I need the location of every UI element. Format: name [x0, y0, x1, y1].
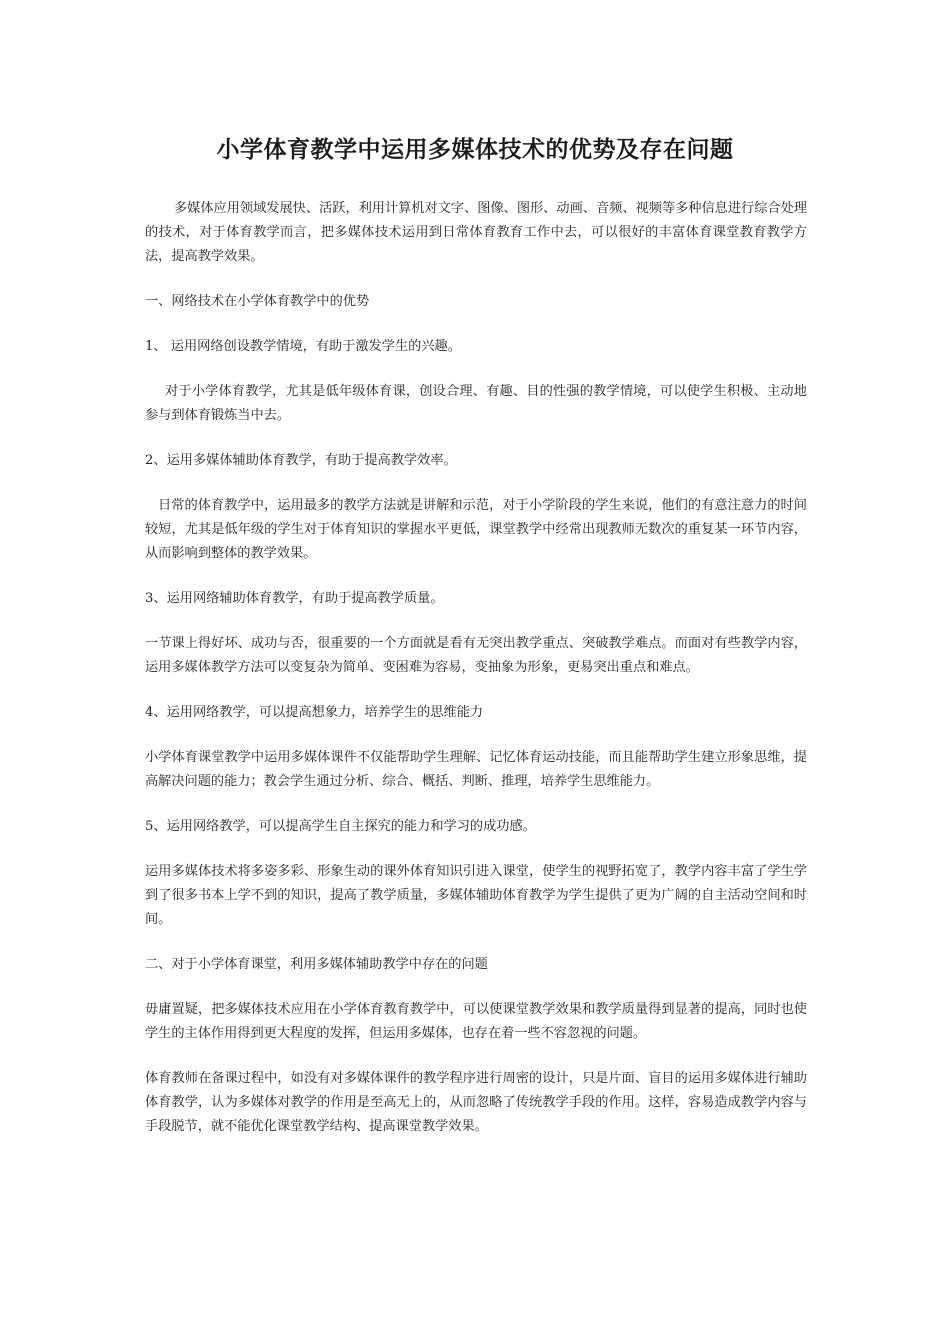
- point5-paragraph: 运用多媒体技术将多姿多彩、形象生动的课外体育知识引进入课堂，使学生的视野拓宽了，教学内容丰富了学生学到了很多书本上学不到的知识，提高了教学质量，多媒体辅助体育教学为学生提供了更为广阔的自主活动空间和时间。: [145, 864, 807, 927]
- point4-heading: 4、运用网络教学，可以提高想象力，培养学生的思维能力: [145, 705, 484, 720]
- point2-paragraph: 日常的体育教学中，运用最多的教学方法就是讲解和示范，对于小学阶段的学生来说，他们的有意注意力的时间较短，尤其是低年级的学生对于体育知识的掌握水平更低，课堂教学中经常出现教师无数次的重复某一环节内容，从而影响到整体的教学效果。: [145, 498, 807, 561]
- section1-heading: 一、网络技术在小学体育教学中的优势: [145, 294, 370, 309]
- point4-paragraph: 小学体育课堂教学中运用多媒体课件不仅能帮助学生理解、记忆体育运动技能，而且能帮助学生建立形象思维，提高解决问题的能力；教会学生通过分析、综合、概括、判断、推理，培养学生思维能力。: [145, 750, 807, 789]
- document-body: [145, 197, 807, 1160]
- section2-paragraph-1: 毋庸置疑，把多媒体技术应用在小学体育教育教学中，可以使课堂教学效果和教学质量得到显著的提高，同时也使学生的主体作用得到更大程度的发挥，但运用多媒体，也存在着一些不容忽视的问题。: [145, 1002, 807, 1041]
- intro-paragraph: 多媒体应用领域发展快、活跃，利用计算机对文字、图像、图形、动画、音频、视频等多种信息进行综合处理的技术，对于体育教学而言，把多媒体技术运用到日常体育教育工作中去，可以很好的丰富体育课堂教育教学方法，提高教学效果。: [145, 201, 807, 264]
- point1-heading: 1、 运用网络创设教学情境，有助于激发学生的兴趣。: [145, 339, 461, 354]
- point2-heading: 2、运用多媒体辅助体育教学，有助于提高教学效率。: [145, 453, 457, 468]
- section2-paragraph-2: 体育教师在备课过程中，如没有对多媒体课件的教学程序进行周密的设计，只是片面、盲目的运用多媒体进行辅助体育教学，认为多媒体对教学的作用是至高无上的，从而忽略了传统教学手段的作用。这样，容易造成教学内容与手段脱节，就不能优化课堂教学结构、提高课堂教学效果。: [145, 1071, 807, 1134]
- point5-heading: 5、运用网络教学，可以提高学生自主探究的能力和学习的成功感。: [145, 819, 536, 834]
- point3-paragraph: 一节课上得好坏、成功与否，很重要的一个方面就是看有无突出教学重点、突破教学难点。而面对有些教学内容，运用多媒体教学方法可以变复杂为简单、变困难为容易，变抽象为形象，更易突出重点和难点。: [145, 636, 807, 675]
- document-title: 小学体育教学中运用多媒体技术的优势及存在问题: [216, 136, 734, 163]
- point1-paragraph: 对于小学体育教学，尤其是低年级体育课，创设合理、有趣、目的性强的教学情境，可以使学生积极、主动地参与到体育锻炼当中去。: [145, 384, 807, 423]
- section2-heading: 二、对于小学体育课堂，利用多媒体辅助教学中存在的问题: [145, 957, 488, 972]
- point3-heading: 3、运用网络辅助体育教学，有助于提高教学质量。: [145, 591, 444, 606]
